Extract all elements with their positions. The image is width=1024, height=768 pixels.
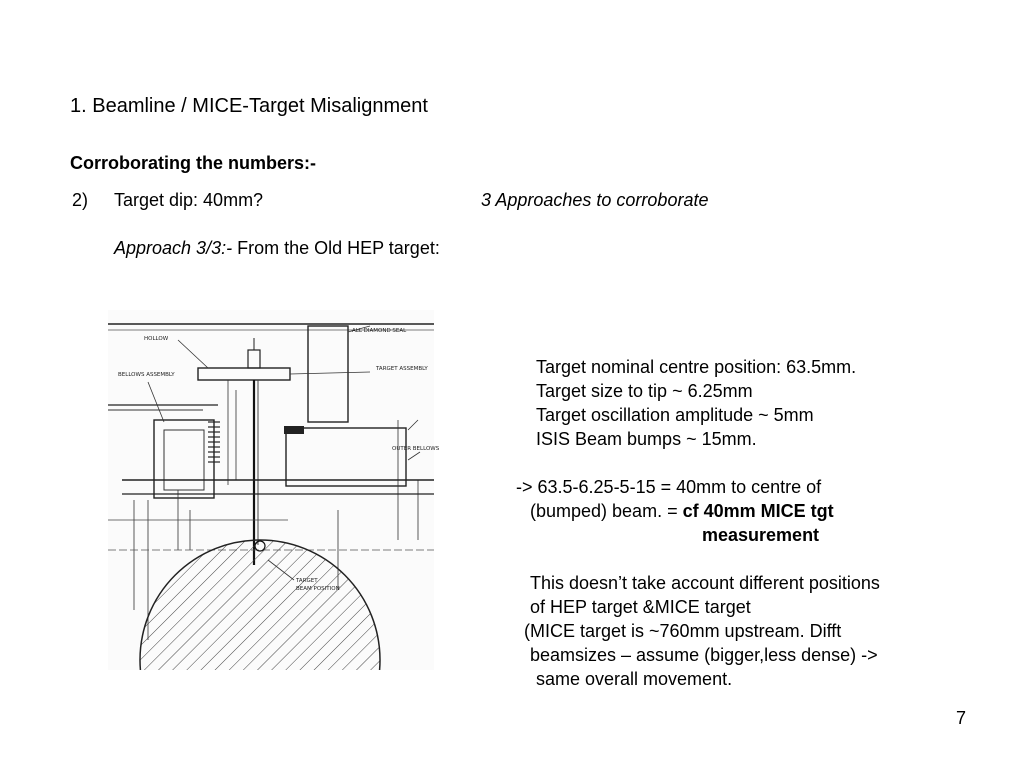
note-line-4: beamsizes – assume (bigger,less dense) -> [530, 645, 878, 665]
approach-line [114, 237, 440, 259]
drawing-label-5: TARGET [296, 578, 318, 584]
item-number: 2) [72, 190, 89, 210]
fact-oscillation: Target oscillation amplitude ~ 5mm [536, 405, 814, 425]
drawing-label-7: OUTER BELLOWS [392, 446, 440, 452]
slide-title: 1. Beamline / MICE-Target Misalignment [70, 95, 428, 117]
calc-line-2 [530, 500, 834, 522]
approaches-note: 3 Approaches to corroborate [481, 190, 709, 210]
item-text: Target dip: 40mm? [114, 190, 264, 210]
drawing-label-6: BEAM POSITION [296, 586, 340, 592]
page-number: 7 [955, 708, 966, 728]
note-line-1: This doesn’t take account different positions [530, 573, 880, 593]
calc-line-2-bold: cf 40mm MICE tgt [682, 501, 834, 521]
engineering-drawing-image [108, 310, 440, 670]
calc-line-2-prefix: (bumped) beam. = [530, 501, 683, 521]
drawing-label-3: TARGET ASSEMBLY [376, 366, 428, 372]
fact-target-size: Target size to tip ~ 6.25mm [536, 381, 753, 401]
hep-target-drawing [108, 310, 440, 670]
note-line-3: (MICE target is ~760mm upstream. Difft [524, 621, 842, 641]
calc-line-1: -> 63.5-6.25-5-15 = 40mm to centre of [516, 477, 822, 497]
fact-centre-position: Target nominal centre position: 63.5mm. [536, 357, 857, 377]
calc-line-3: measurement [702, 525, 820, 545]
approach-text: From the Old HEP target: [232, 238, 440, 258]
section-heading: Corroborating the numbers:- [70, 153, 316, 173]
drawing-label-1: HOLLOW [144, 336, 169, 342]
note-line-5: same overall movement. [536, 669, 733, 689]
drawing-label-4: BELLOWS ASSEMBLY [118, 372, 175, 378]
approach-label: Approach 3/3:- [114, 238, 233, 258]
note-line-2: of HEP target &MICE target [530, 597, 751, 617]
fact-beam-bumps: ISIS Beam bumps ~ 15mm. [536, 429, 757, 449]
drawing-label-2: ALL DIAMOND SEAL [352, 328, 407, 334]
